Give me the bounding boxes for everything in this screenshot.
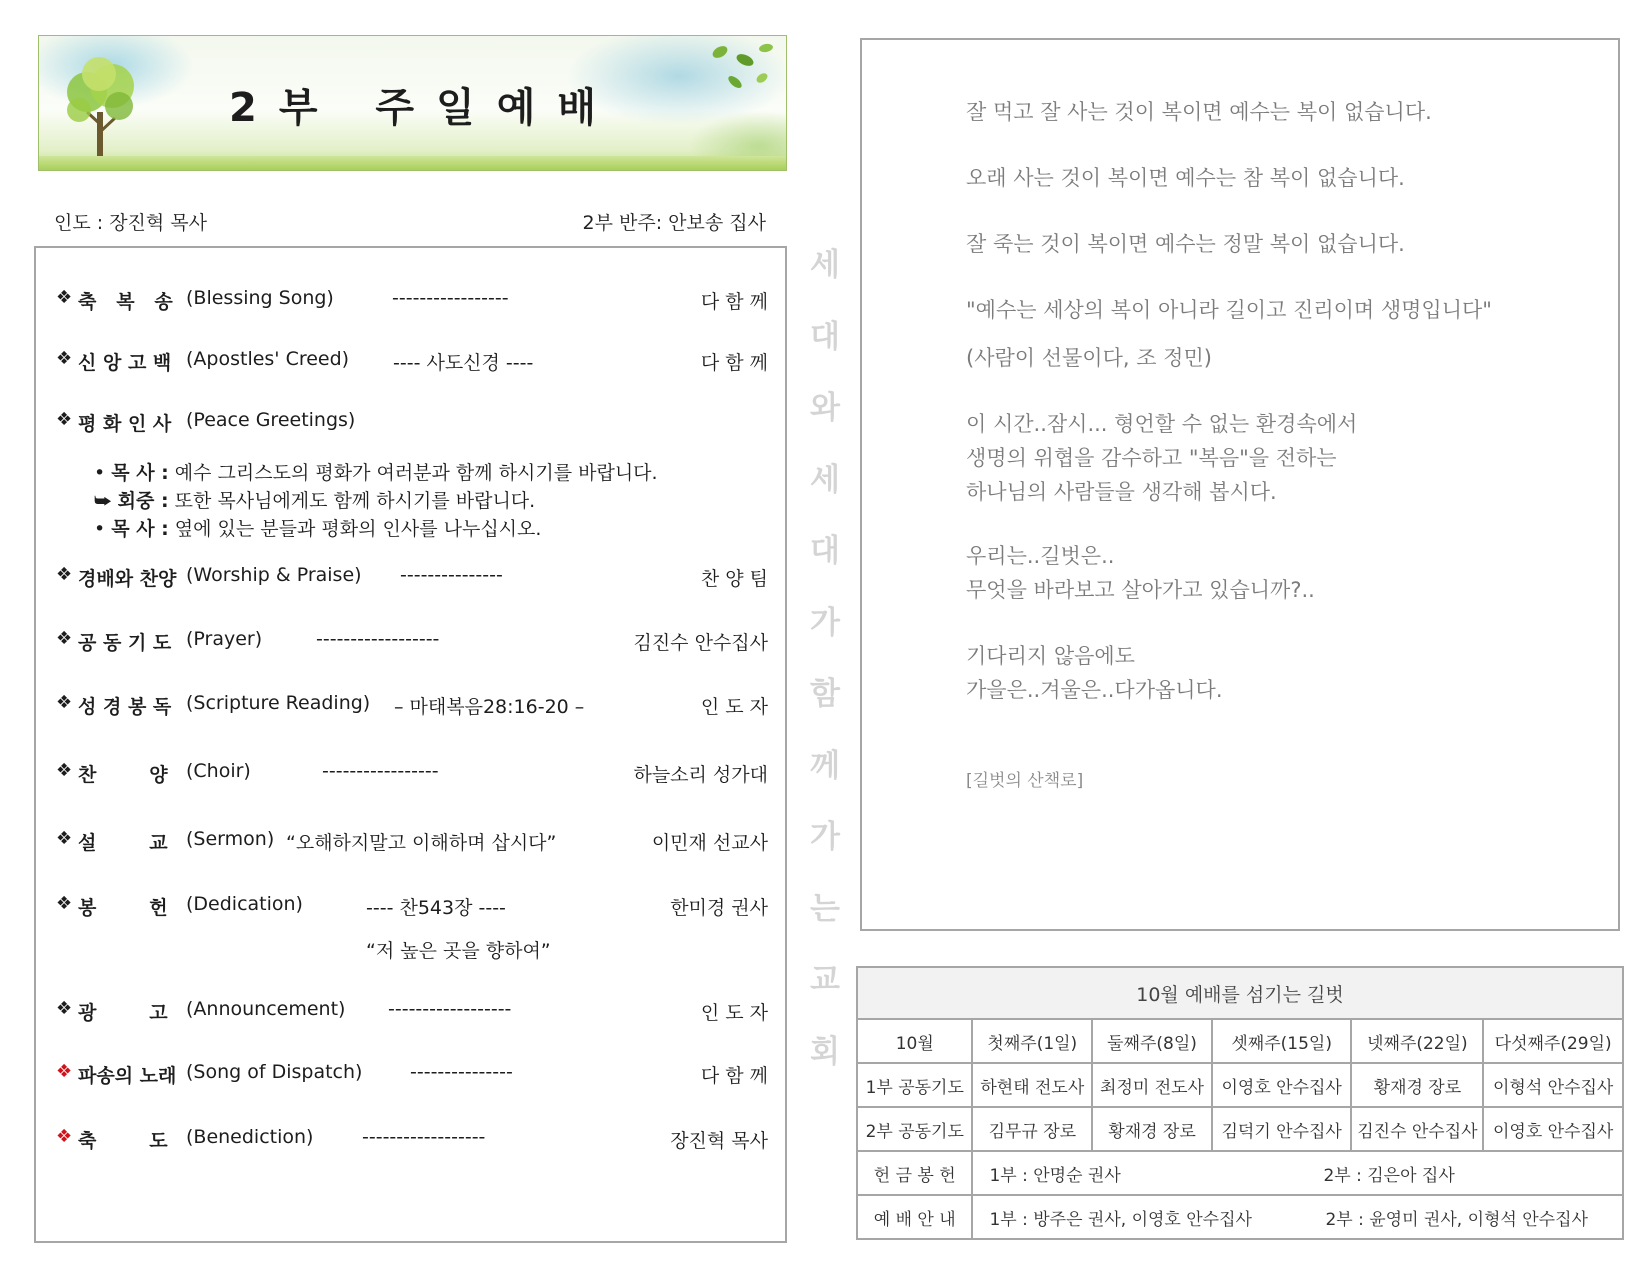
vertical-slogan-char: 와 <box>810 390 840 426</box>
table-row <box>857 1107 1623 1151</box>
meditation-line: 잘 먹고 잘 사는 것이 복이면 예수는 복이 없습니다. <box>966 100 1432 124</box>
order-item-detail: ------------------ <box>316 628 440 650</box>
order-item <box>56 628 768 656</box>
order-item-english: (Worship & Praise) <box>186 564 362 586</box>
order-item-english: (Benediction) <box>186 1126 314 1148</box>
reply-arrow-icon: ⮩ <box>94 490 112 512</box>
order-item-name: 봉 헌 <box>78 897 168 919</box>
order-item-detail: ------------------ <box>362 1126 486 1148</box>
order-item-name: 공 동 기 도 <box>78 632 172 654</box>
order-item-detail: “오해하지말고 이해하며 삽시다” <box>286 832 557 854</box>
meditation-citation: (사람이 선물이다, 조 정민) <box>966 346 1212 370</box>
dedication-hymn-title: “저 높은 곳을 향하여” <box>366 940 551 962</box>
order-item-leader: 찬 양 팀 <box>700 568 768 590</box>
peace-greeting-line <box>94 486 535 513</box>
dot-bullet-icon: • <box>94 518 106 540</box>
row-label: 1부 공동기도 <box>857 1063 972 1107</box>
usher-cell <box>972 1195 1623 1239</box>
order-item-name: 광 고 <box>78 1002 168 1024</box>
header-cell: 셋째주(15일) <box>1212 1019 1352 1063</box>
order-item-english: (Prayer) <box>186 628 263 650</box>
meditation-line: 무엇을 바라보고 살아가고 있습니까?.. <box>966 578 1315 602</box>
order-item-english: (Announcement) <box>186 998 346 1020</box>
row-label: 예 배 안 내 <box>857 1195 972 1239</box>
vertical-slogan-char: 는 <box>810 890 840 927</box>
meditation-source: [길벗의 산책로] <box>966 771 1084 791</box>
diamond-bullet-icon: ❖ <box>56 760 73 781</box>
table-cell: 김진수 안수집사 <box>1351 1107 1483 1151</box>
order-item <box>56 692 768 720</box>
usher-first: 1부 : 방주은 권사, 이영호 안수집사 <box>989 1209 1252 1230</box>
meditation-line: 잘 죽는 것이 복이면 예수는 정말 복이 없습니다. <box>966 232 1405 256</box>
order-item <box>56 1061 768 1089</box>
order-item-english: (Peace Greetings) <box>186 409 356 431</box>
order-item <box>56 348 768 376</box>
diamond-bullet-icon: ❖ <box>56 348 73 369</box>
meditation-line: 오래 사는 것이 복이면 예수는 참 복이 없습니다. <box>966 166 1405 190</box>
order-item-name: 축 복 송 <box>78 291 173 313</box>
diamond-bullet-icon: ❖ <box>56 1061 73 1082</box>
header-cell: 10월 <box>857 1019 972 1063</box>
offering-first: 1부 : 안명순 권사 <box>989 1165 1121 1186</box>
header-cell: 둘째주(8일) <box>1092 1019 1212 1063</box>
speaker-label: 목 사 : <box>111 518 169 540</box>
vertical-slogan-char: 가 <box>810 604 840 641</box>
order-item <box>56 828 768 856</box>
order-item-detail: --------------- <box>400 564 503 586</box>
table-cell: 최정미 전도사 <box>1092 1063 1212 1107</box>
order-item-name: 설 교 <box>78 832 168 854</box>
vertical-slogan-char: 세 <box>810 247 840 283</box>
banner-title: 2부 주일예배 <box>229 85 618 131</box>
greeting-text: 옆에 있는 분들과 평화의 인사를 나누십시오. <box>168 518 542 540</box>
vertical-slogan-char: 세 <box>810 461 840 498</box>
order-item-leader: 다 함 께 <box>700 352 768 374</box>
serving-schedule-table <box>856 966 1624 1240</box>
order-item-leader: 인 도 자 <box>700 696 768 718</box>
order-item-name: 파송의 노래 <box>78 1065 177 1087</box>
speaker-label: 목 사 : <box>111 462 169 484</box>
order-item-leader: 인 도 자 <box>700 1002 768 1024</box>
table-cell: 황재경 장로 <box>1351 1063 1483 1107</box>
diamond-bullet-icon: ❖ <box>56 692 73 713</box>
grass-strip <box>39 156 786 170</box>
diamond-bullet-icon: ❖ <box>56 893 73 914</box>
row-label: 2부 공동기도 <box>857 1107 972 1151</box>
order-item-name: 신 앙 고 백 <box>78 352 172 374</box>
greeting-text: 예수 그리스도의 평화가 여러분과 함께 하시기를 바랍니다. <box>168 462 658 484</box>
diamond-bullet-icon: ❖ <box>56 628 73 649</box>
table-cell: 이영호 안수집사 <box>1483 1107 1623 1151</box>
order-item-name: 찬 양 <box>78 764 168 786</box>
meditation-line: 하나님의 사람들을 생각해 봅시다. <box>966 480 1277 504</box>
order-item-leader: 한미경 권사 <box>670 897 768 919</box>
table-cell: 이형석 안수집사 <box>1483 1063 1623 1107</box>
meditation-line: 생명의 위협을 감수하고 "복음"을 전하는 <box>966 446 1337 470</box>
table-cell: 김덕기 안수집사 <box>1212 1107 1352 1151</box>
order-of-worship <box>34 246 787 1243</box>
meditation-line: 이 시간..잠시... 형언할 수 없는 환경속에서 <box>966 412 1358 436</box>
order-item <box>56 409 768 437</box>
offering-second: 2부 : 김은아 집사 <box>1323 1165 1455 1186</box>
order-item <box>56 998 768 1026</box>
vertical-slogan-char: 대 <box>810 533 840 569</box>
offering-row <box>857 1151 1623 1195</box>
diamond-bullet-icon: ❖ <box>56 409 73 430</box>
order-item-leader: 다 함 께 <box>700 1065 768 1087</box>
usher-row <box>857 1195 1623 1239</box>
vertical-slogan <box>805 245 845 1103</box>
header-cell: 넷째주(22일) <box>1351 1019 1483 1063</box>
leader-name: 인도 : 장진혁 목사 <box>54 212 207 234</box>
table-cell: 하현태 전도사 <box>972 1063 1092 1107</box>
order-item-leader: 이민재 선교사 <box>651 832 768 854</box>
row-label: 헌 금 봉 헌 <box>857 1151 972 1195</box>
order-item-leader: 김진수 안수집사 <box>633 632 768 654</box>
meditation-line: 가을은..겨울은..다가옵니다. <box>966 678 1223 702</box>
order-item-leader: 장진혁 목사 <box>670 1130 768 1152</box>
meditation-quote: "예수는 세상의 복이 아니라 길이고 진리이며 생명입니다" <box>966 298 1492 322</box>
accompanist-name: 2부 반주: 안보송 집사 <box>582 212 766 234</box>
order-item-leader: 하늘소리 성가대 <box>633 764 768 786</box>
order-item-detail: – 마태복음28:16-20 – <box>394 696 585 718</box>
order-item-english: (Choir) <box>186 760 251 782</box>
order-item-english: (Blessing Song) <box>186 287 334 309</box>
dot-bullet-icon: • <box>94 462 106 484</box>
diamond-bullet-icon: ❖ <box>56 564 73 585</box>
vertical-slogan-char: 교 <box>810 962 840 998</box>
table-cell: 이영호 안수집사 <box>1212 1063 1352 1107</box>
peace-greeting-line <box>94 514 541 541</box>
table-cell: 황재경 장로 <box>1092 1107 1212 1151</box>
order-item-detail: ---- 사도신경 ---- <box>393 352 534 374</box>
order-item-english: (Apostles' Creed) <box>186 348 350 370</box>
order-item-leader: 다 함 께 <box>700 291 768 313</box>
schedule-header-row <box>857 1019 1623 1063</box>
order-item-english: (Scripture Reading) <box>186 692 371 714</box>
order-item-detail: --------------- <box>410 1061 513 1083</box>
greeting-text: 또한 목사님에게도 함께 하시기를 바랍니다. <box>168 490 536 512</box>
vertical-slogan-char: 함 <box>810 676 840 712</box>
diamond-bullet-icon: ❖ <box>56 998 73 1019</box>
table-cell: 김무규 장로 <box>972 1107 1092 1151</box>
order-item-english: (Sermon) <box>186 828 275 850</box>
order-item <box>56 1126 768 1154</box>
order-item-detail: ------------------ <box>388 998 512 1020</box>
header-cell: 첫째주(1일) <box>972 1019 1092 1063</box>
order-item <box>56 564 768 592</box>
title-banner <box>38 35 787 171</box>
order-item-name: 평 화 인 사 <box>78 413 172 435</box>
table-row <box>857 1063 1623 1107</box>
usher-second: 2부 : 윤영미 권사, 이형석 안수집사 <box>1325 1209 1588 1230</box>
vertical-slogan-char: 회 <box>810 1033 840 1070</box>
speaker-label: 회중 : <box>117 490 169 512</box>
vertical-slogan-char: 께 <box>810 747 840 784</box>
order-item <box>56 893 768 921</box>
schedule-caption: 10월 예배를 섬기는 길벗 <box>857 967 1623 1019</box>
vertical-slogan-char: 대 <box>810 318 840 355</box>
order-item <box>56 760 768 788</box>
leaders-line <box>54 208 766 235</box>
meditation-line: 우리는..길벗은.. <box>966 544 1115 568</box>
meditation-line: 기다리지 않음에도 <box>966 644 1135 668</box>
vertical-slogan-char: 가 <box>810 819 840 855</box>
order-item-english: (Dedication) <box>186 893 303 915</box>
order-item-name: 축 도 <box>78 1130 168 1152</box>
diamond-bullet-icon: ❖ <box>56 828 73 849</box>
offering-cell <box>972 1151 1623 1195</box>
order-item-detail: ----------------- <box>392 287 509 309</box>
order-item-name: 경배와 찬양 <box>78 568 177 590</box>
peace-greeting-line <box>94 458 658 485</box>
order-item-english: (Song of Dispatch) <box>186 1061 363 1083</box>
meditation-box <box>860 38 1620 931</box>
diamond-bullet-icon: ❖ <box>56 287 73 308</box>
order-item-name: 성 경 봉 독 <box>78 696 172 718</box>
order-item-detail: ---- 찬543장 ---- <box>366 897 506 919</box>
diamond-bullet-icon: ❖ <box>56 1126 73 1147</box>
header-cell: 다섯째주(29일) <box>1483 1019 1623 1063</box>
order-item-detail: ----------------- <box>322 760 439 782</box>
order-item <box>56 287 768 315</box>
